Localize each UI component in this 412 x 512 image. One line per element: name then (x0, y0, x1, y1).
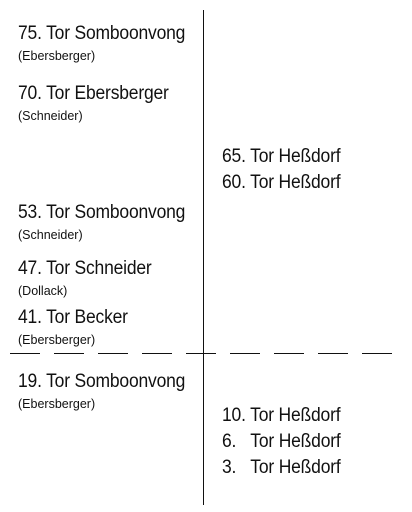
goal-minute: 65. (222, 146, 246, 167)
team-divider-line (203, 10, 204, 505)
goal-text: 70. Tor Ebersberger (18, 83, 169, 104)
left-event (18, 22, 200, 64)
right-event (222, 404, 351, 428)
goal-text (222, 171, 340, 195)
goal-text: 75. Tor Somboonvong (18, 23, 186, 44)
left-event (18, 257, 163, 299)
left-event (18, 201, 200, 243)
goal-label: Tor Heßdorf (250, 146, 341, 167)
assist-text: (Ebersberger) (18, 49, 96, 63)
goal-text (222, 456, 341, 480)
left-event (18, 306, 137, 348)
left-event (18, 82, 182, 124)
assist-text: (Dollack) (18, 284, 68, 298)
goal-label: Tor Heßdorf (250, 405, 341, 426)
goal-label: Tor Heßdorf (250, 457, 341, 478)
goal-minute: 6. (222, 431, 237, 452)
assist-text: (Schneider) (18, 109, 83, 123)
left-event (18, 370, 200, 412)
goal-label: Tor Heßdorf (250, 172, 341, 193)
right-event (222, 456, 351, 480)
goal-text (222, 145, 340, 169)
right-event (222, 145, 351, 169)
goal-minute: 10. (222, 405, 246, 426)
right-event (222, 430, 351, 454)
assist-text: (Ebersberger) (18, 397, 96, 411)
goal-text (222, 430, 341, 454)
assist-text: (Schneider) (18, 228, 83, 242)
goal-text: 47. Tor Schneider (18, 258, 152, 279)
goal-minute: 3. (222, 457, 237, 478)
assist-text: (Ebersberger) (18, 333, 96, 347)
right-event (222, 171, 351, 195)
goal-text (222, 404, 340, 428)
goal-minute: 60. (222, 172, 246, 193)
goal-label: Tor Heßdorf (250, 431, 341, 452)
goal-text: 53. Tor Somboonvong (18, 202, 186, 223)
goal-text: 41. Tor Becker (18, 307, 128, 328)
halftime-divider-line (10, 353, 400, 354)
goal-text: 19. Tor Somboonvong (18, 371, 186, 392)
